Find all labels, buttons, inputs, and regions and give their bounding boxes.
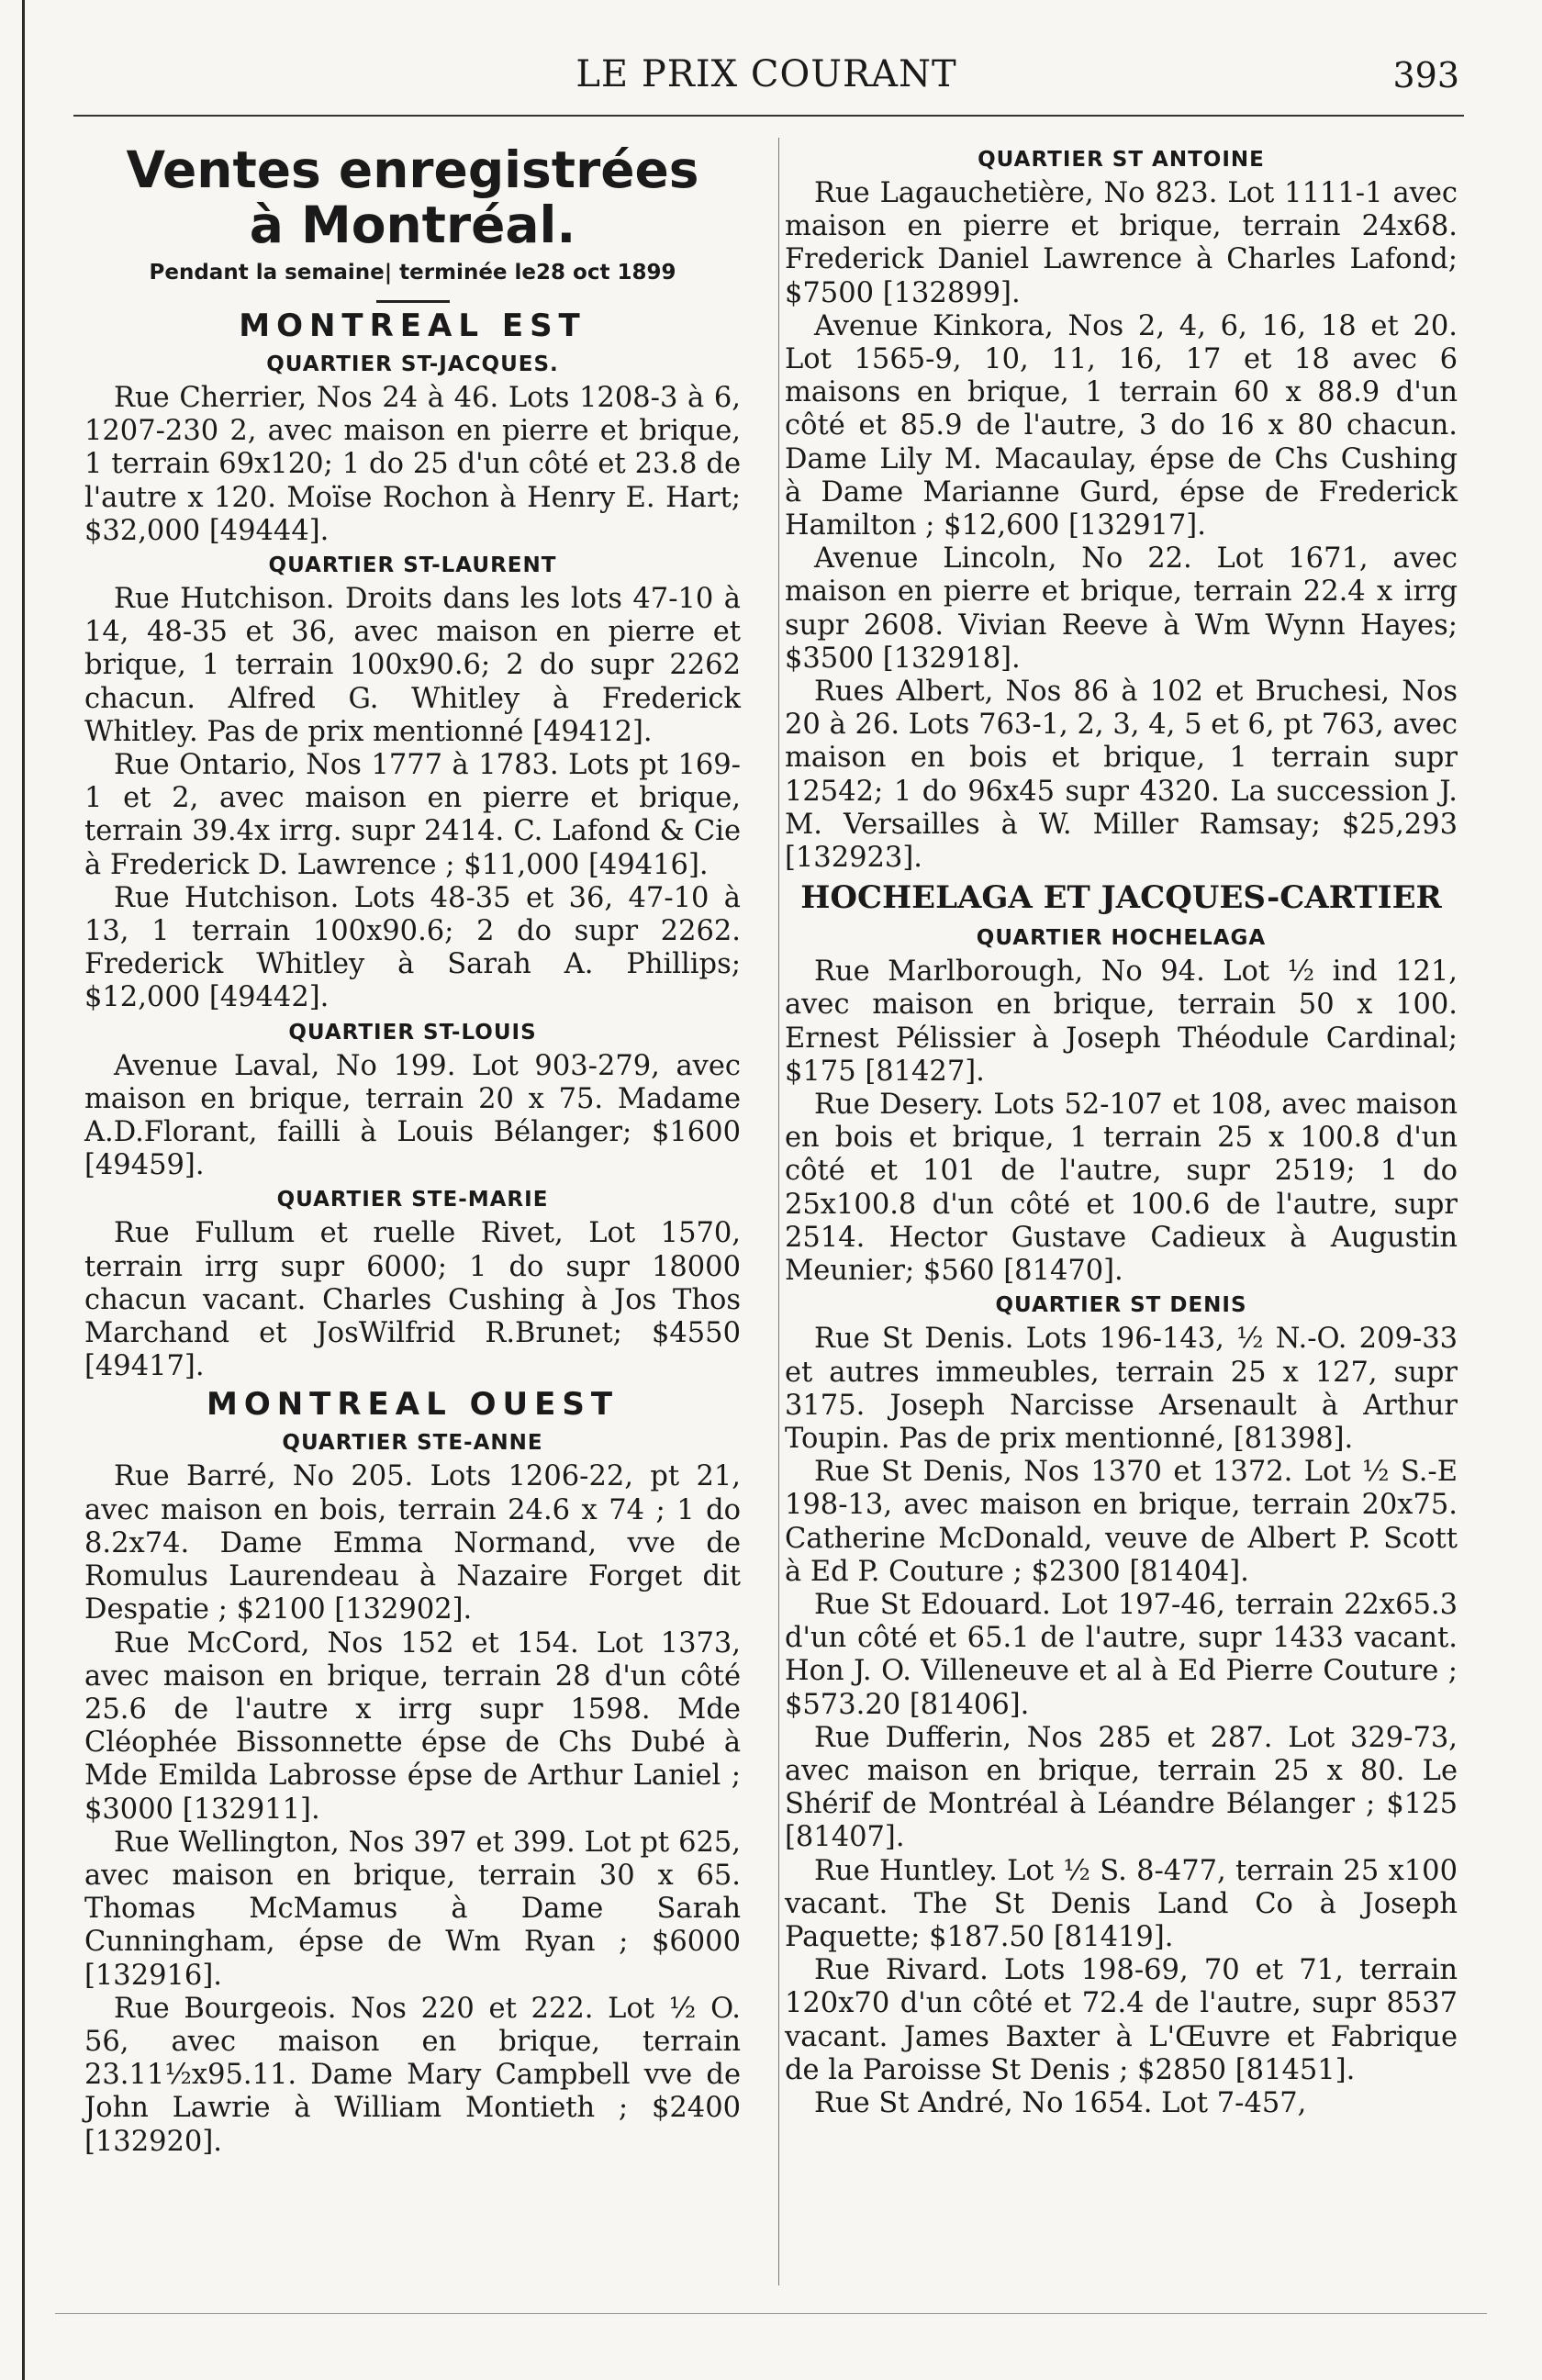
quartier-heading: QUARTIER ST-LAURENT: [268, 553, 557, 578]
sale-entry: Rue Desery. Lots 52-107 et 108, avec maison en bois et brique, 1 terrain 25 x 100.8 d'un côté et 101 de l'autre, supr 2519; 1 do 25x100.8 d'un côté et 100.6 de l'autre, supr 2514. Hector Gustave Cadieux à Augustin Meunier; $560 [81470].: [785, 1089, 1458, 1288]
sale-entry: Rue McCord, Nos 152 et 154. Lot 1373, avec maison en brique, terrain 28 d'un côté 25.6 de l'autre x irrg supr 1598. Mde Cléophée Bissonnette épse de Chs Dubé à Mde Emilda Labrosse épse de Arthur Laniel ; $3000 [132911].: [84, 1626, 741, 1826]
quartier-heading: QUARTIER ST ANTOINE: [978, 148, 1265, 172]
sale-entry: Rue Rivard. Lots 198-69, 70 et 71, terrain 120x70 d'un côté et 72.4 de l'autre, supr 8537 vacant. James Baxter à L'Œuvre et Fabrique de la Paroisse St Denis ; $2850 [81451].: [785, 1954, 1458, 2086]
section-heading: MONTREAL EST: [239, 307, 587, 344]
sale-entry: Rue Cherrier, Nos 24 à 46. Lots 1208-3 à 6, 1207-230 2, avec maison en pierre et brique, 1 terrain 69x120; 1 do 25 d'un côté et 23.8 de l'autre x 120. Moïse Rochon à Henry E. Hart; $32,000 [49444].: [84, 382, 741, 547]
section-heading: MONTREAL OUEST: [206, 1386, 620, 1424]
sale-entry: Rue Huntley. Lot ½ S. 8-477, terrain 25 x100 vacant. The St Denis Land Co à Joseph Paquette; $187.50 [81419].: [785, 1854, 1458, 1953]
footer-rule: [55, 2313, 1487, 2314]
quartier-heading: QUARTIER ST DENIS: [995, 1293, 1247, 1318]
article-subtitle: Pendant la semaine| terminée le28 oct 1899: [149, 261, 676, 285]
region-heading: HOCHELAGA ET JACQUES-CARTIER: [800, 879, 1442, 917]
sale-entry: Rue Ontario, Nos 1777 à 1783. Lots pt 169-1 et 2, avec maison en pierre et brique, terrain 39.4x irrg. supr 2414. C. Lafond & Cie à Frederick D. Lawrence ; $11,000 [49416].: [84, 749, 741, 881]
left-column-blocks: [84, 305, 741, 2159]
article-title-line1: Ventes enregistrées: [126, 140, 699, 199]
running-title: LE PRIX COURANT: [575, 53, 957, 95]
sale-entry: Rue Dufferin, Nos 285 et 287. Lot 329-73, avec maison en brique, terrain 25 x 80. Le Shérif de Montréal à Léandre Bélanger ; $125 [81407].: [785, 1721, 1458, 1854]
sale-entry: Avenue Laval, No 199. Lot 903-279, avec maison en brique, terrain 20 x 75. Madame A.D.Florant, failli à Louis Bélanger; $1600 [49459].: [84, 1049, 741, 1182]
article-title-line2: à Montréal.: [249, 196, 576, 254]
sale-entry: Avenue Kinkora, Nos 2, 4, 6, 16, 18 et 20. Lot 1565-9, 10, 11, 16, 17 et 18 avec 6 maisons en brique, 1 terrain 60 x 88.9 d'un côté et 85.9 de l'autre, 3 do 16 x 80 chacun. Dame Lily M. Macaulay, épse de Chs Cushing à Dame Marianne Gurd, épse de Frederick Hamilton ; $12,600 [132917].: [785, 309, 1458, 542]
column-divider: [778, 138, 779, 2285]
sale-entry: Avenue Lincoln, No 22. Lot 1671, avec maison en pierre et brique, terrain 22.4 x irrg supr 2608. Vivian Reeve à Wm Wynn Hayes; $3500 [132918].: [785, 542, 1458, 675]
quartier-heading: QUARTIER STE-MARIE: [276, 1188, 549, 1212]
quartier-heading: QUARTIER STE-ANNE: [282, 1431, 543, 1456]
right-column: [785, 142, 1458, 2120]
right-column-blocks: [785, 142, 1458, 2120]
sale-entry: Rue Barré, No 205. Lots 1206-22, pt 21, avec maison en bois, terrain 24.6 x 74 ; 1 do 8.2x74. Dame Emma Normand, vve de Romulus Laurendeau à Nazaire Forget dit Despatie ; $2100 [132902].: [84, 1460, 741, 1626]
header-rule: [73, 115, 1464, 117]
sale-entry: Rue Wellington, Nos 397 et 399. Lot pt 625, avec maison en brique, terrain 30 x 65. Thomas McMamus à Dame Sarah Cunningham, épse de Wm Ryan ; $6000 [132916].: [84, 1826, 741, 1992]
page-edge-rule: [22, 0, 25, 2380]
sale-entry: Rue Hutchison. Lots 48-35 et 36, 47-10 à 13, 1 terrain 100x90.6; 2 do supr 2262. Frederick Whitley à Sarah A. Phillips; $12,000 [49442].: [84, 881, 741, 1014]
sale-entry: Rue St Denis. Lots 196-143, ½ N.-O. 209-33 et autres immeubles, terrain 25 x 127, supr 3175. Joseph Narcisse Arsenault à Arthur Toupin. Pas de prix mentionné, [81398].: [785, 1323, 1458, 1455]
sale-entry: Rues Albert, Nos 86 à 102 et Bruchesi, Nos 20 à 26. Lots 763-1, 2, 3, 4, 5 et 6, pt 763, avec maison en bois et brique, 1 terrain supr 12542; 1 do 96x45 supr 4320. La succession J. M. Versailles à W. Miller Ramsay; $25,293 [132923].: [785, 676, 1458, 875]
sale-entry: Rue Marlborough, No 94. Lot ½ ind 121, avec maison en brique, terrain 50 x 100. Ernest Pélissier à Joseph Théodule Cardinal; $175 [81427].: [785, 955, 1458, 1088]
quartier-heading: QUARTIER ST-JACQUES.: [266, 352, 559, 376]
sale-entry: Rue Fullum et ruelle Rivet, Lot 1570, terrain irrg supr 6000; 1 do supr 18000 chacun vacant. Charles Cushing à Jos Thos Marchand et JosWilfrid R.Brunet; $4550 [49417].: [84, 1217, 741, 1383]
sale-entry: Rue Hutchison. Droits dans les lots 47-10 à 14, 48-35 et 36, avec maison en pierre et brique, 1 terrain 100x90.6; 2 do supr 2262 chacun. Alfred G. Whitley à Frederick Whitley. Pas de prix mentionné [49412].: [84, 583, 741, 748]
sale-entry: Rue Bourgeois. Nos 220 et 222. Lot ½ O. 56, avec maison en brique, terrain 23.11½x95.11. Dame Mary Campbell vve de John Lawrie à William Montieth ; $2400 [132920].: [84, 1992, 741, 2158]
sale-entry: Rue St Denis, Nos 1370 et 1372. Lot ½ S.-E 198-13, avec maison en brique, terrain 20x75. Catherine McDonald, veuve de Albert P. Scott à Ed P. Couture ; $2300 [81404].: [785, 1456, 1458, 1588]
title-separator: [376, 300, 450, 303]
page-header: [73, 53, 1459, 99]
sale-entry: Rue St André, No 1654. Lot 7-457,: [814, 2086, 1307, 2119]
sale-entry: Rue St Edouard. Lot 197-46, terrain 22x65.3 d'un côté et 65.1 de l'autre, supr 1433 vacant. Hon J. O. Villeneuve et al à Ed Pierre Couture ; $573.20 [81406].: [785, 1588, 1458, 1721]
quartier-heading: QUARTIER ST-LOUIS: [288, 1020, 537, 1045]
quartier-heading: QUARTIER HOCHELAGA: [976, 926, 1267, 951]
left-column: [84, 142, 741, 2159]
sale-entry: Rue Lagauchetière, No 823. Lot 1111-1 avec maison en pierre et brique, terrain 24x68. Frederick Daniel Lawrence à Charles Lafond; $7500 [132899].: [785, 177, 1458, 309]
page-number: 393: [1392, 55, 1459, 95]
